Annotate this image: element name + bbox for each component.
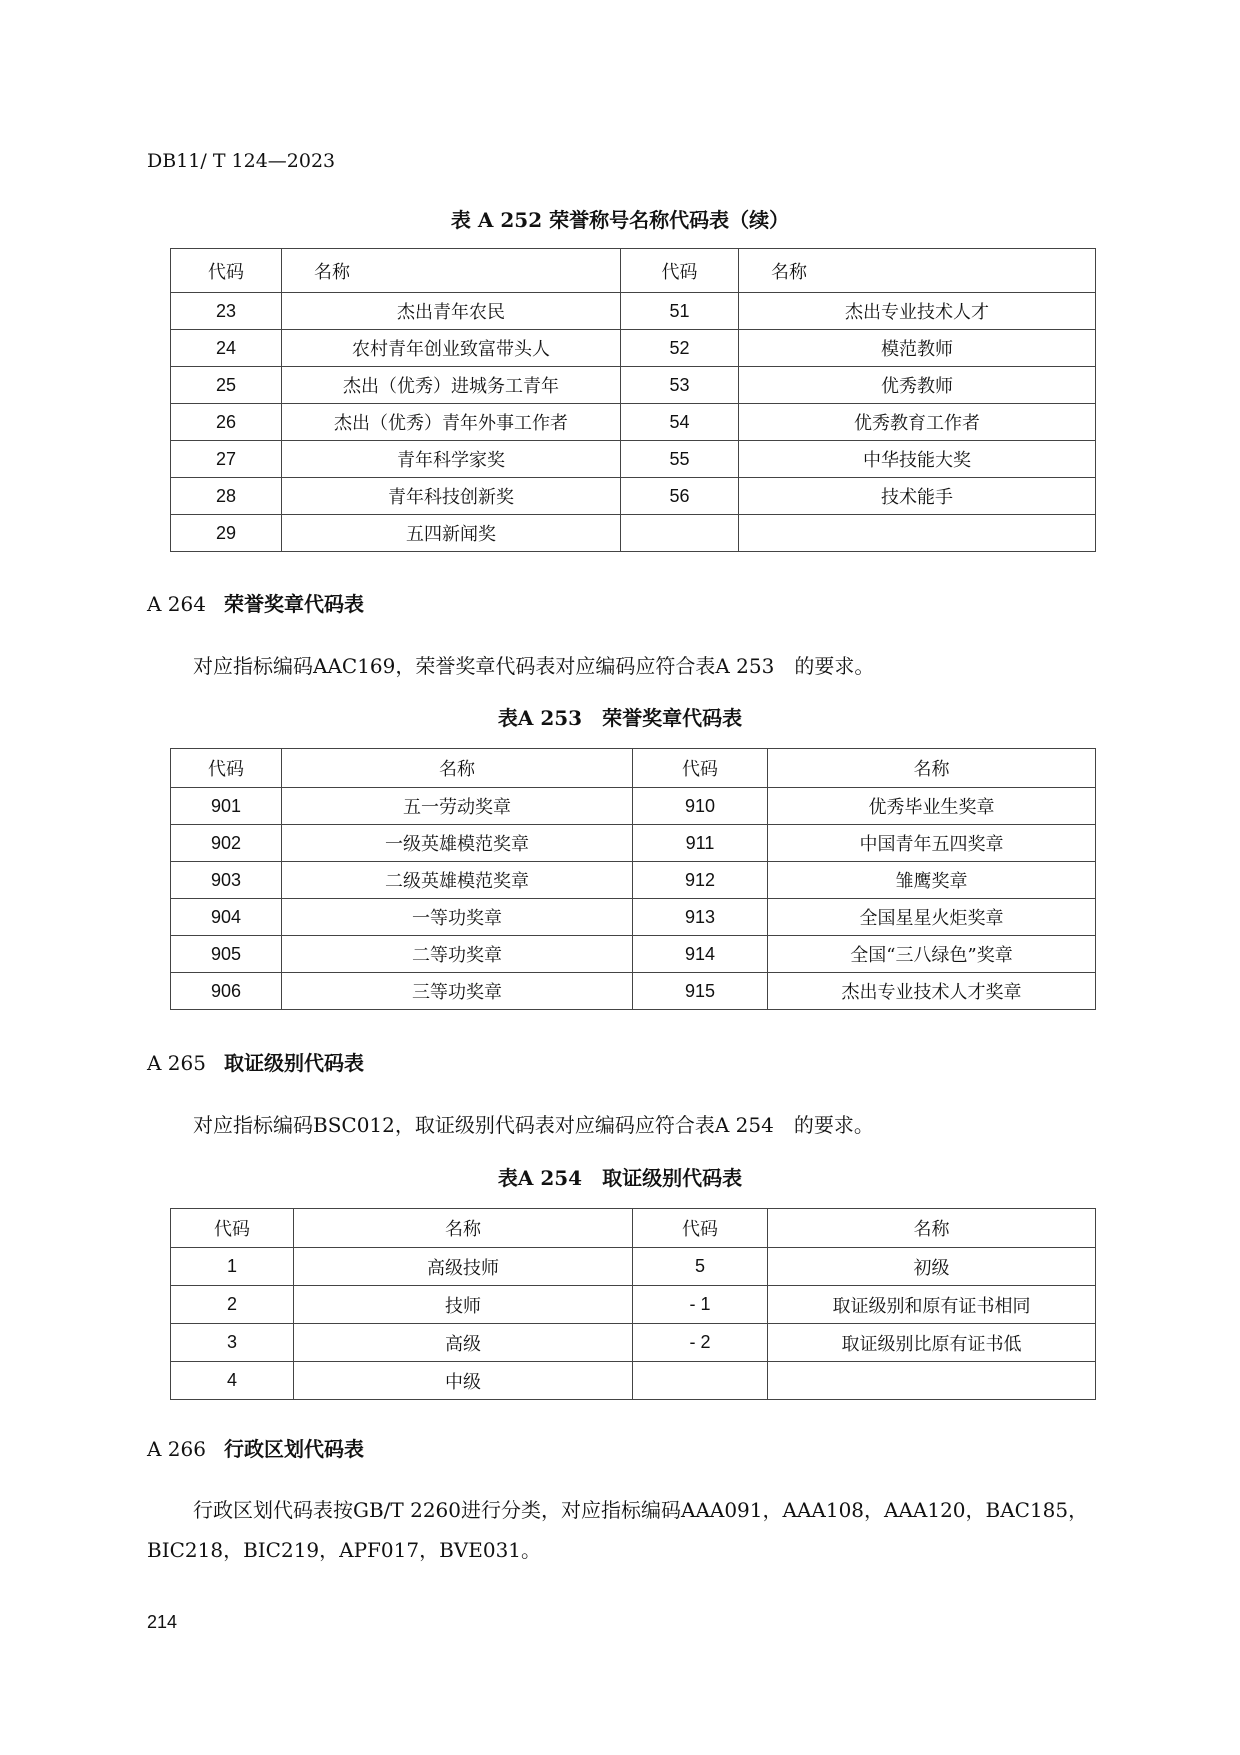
section-number: A 265 [147, 1051, 206, 1075]
table-row [171, 862, 1096, 899]
header-name: 名称 [768, 1209, 1096, 1248]
table-a253 [170, 748, 1096, 1010]
name-cell: 模范教师 [739, 330, 1096, 367]
code-cell: - 1 [633, 1286, 768, 1324]
code-cell: 28 [171, 478, 282, 515]
name-cell: 初级 [768, 1248, 1096, 1286]
code-cell: 25 [171, 367, 282, 404]
code-cell: 913 [633, 899, 768, 936]
name-cell: 雏鹰奖章 [768, 862, 1096, 899]
code-cell: 903 [171, 862, 282, 899]
header-name: 名称 [282, 749, 633, 788]
name-cell: 中国青年五四奖章 [768, 825, 1096, 862]
code-cell: 911 [633, 825, 768, 862]
name-cell: 农村青年创业致富带头人 [282, 330, 621, 367]
header-name: 名称 [739, 249, 1096, 293]
table-row [171, 293, 1096, 330]
name-cell: 青年科学家奖 [282, 441, 621, 478]
table-a254 [170, 1208, 1096, 1400]
header-name: 名称 [768, 749, 1096, 788]
header-code: 代码 [633, 1209, 768, 1248]
code-cell: 27 [171, 441, 282, 478]
table-row [171, 1286, 1096, 1324]
page-number: 214 [147, 1612, 178, 1632]
table-a253-caption: 表A 253 荣誉奖章代码表 [497, 706, 743, 730]
code-cell: 56 [621, 478, 739, 515]
name-cell: 杰出（优秀）青年外事工作者 [282, 404, 621, 441]
code-cell: 910 [633, 788, 768, 825]
name-cell: 取证级别比原有证书低 [768, 1324, 1096, 1362]
name-cell: 青年科技创新奖 [282, 478, 621, 515]
code-cell: - 2 [633, 1324, 768, 1362]
name-cell: 优秀教师 [739, 367, 1096, 404]
code-cell [633, 1362, 768, 1400]
section-number: A 264 [147, 592, 206, 616]
table-a252 [170, 248, 1096, 552]
name-cell: 全国星星火炬奖章 [768, 899, 1096, 936]
code-cell: 29 [171, 515, 282, 552]
code-cell: 24 [171, 330, 282, 367]
table-row [171, 441, 1096, 478]
table-row [171, 1324, 1096, 1362]
table-row [171, 330, 1096, 367]
table-header-row [171, 1209, 1096, 1248]
table-row [171, 936, 1096, 973]
header-name: 名称 [282, 249, 621, 293]
name-cell: 技师 [294, 1286, 633, 1324]
name-cell: 优秀教育工作者 [739, 404, 1096, 441]
name-cell: 杰出青年农民 [282, 293, 621, 330]
name-cell: 杰出（优秀）进城务工青年 [282, 367, 621, 404]
name-cell: 优秀毕业生奖章 [768, 788, 1096, 825]
name-cell [768, 1362, 1096, 1400]
code-cell: 3 [171, 1324, 294, 1362]
name-cell: 二级英雄模范奖章 [282, 862, 633, 899]
table-row [171, 478, 1096, 515]
section-heading-a266 [147, 1433, 364, 1462]
section-number: A 266 [147, 1437, 206, 1461]
header-code: 代码 [171, 1209, 294, 1248]
name-cell: 全国“三八绿色”奖章 [768, 936, 1096, 973]
code-cell: 915 [633, 973, 768, 1010]
code-cell: 901 [171, 788, 282, 825]
code-cell: 905 [171, 936, 282, 973]
code-cell: 904 [171, 899, 282, 936]
code-cell: 906 [171, 973, 282, 1010]
name-cell: 高级技师 [294, 1248, 633, 1286]
table-a252-caption: 表 A 252 荣誉称号名称代码表（续） [450, 208, 790, 232]
name-cell: 取证级别和原有证书相同 [768, 1286, 1096, 1324]
table-row [171, 825, 1096, 862]
code-cell: 5 [633, 1248, 768, 1286]
table-row [171, 367, 1096, 404]
name-cell: 五一劳动奖章 [282, 788, 633, 825]
table-row [171, 515, 1096, 552]
name-cell: 一等功奖章 [282, 899, 633, 936]
code-cell [621, 515, 739, 552]
name-cell: 高级 [294, 1324, 633, 1362]
code-cell: 902 [171, 825, 282, 862]
code-cell: 914 [633, 936, 768, 973]
code-cell: 4 [171, 1362, 294, 1400]
name-cell: 一级英雄模范奖章 [282, 825, 633, 862]
name-cell: 中华技能大奖 [739, 441, 1096, 478]
table-row [171, 899, 1096, 936]
code-cell: 23 [171, 293, 282, 330]
code-cell: 2 [171, 1286, 294, 1324]
document-code: DB11/ T 124—2023 [147, 150, 336, 172]
name-cell [739, 515, 1096, 552]
header-code: 代码 [171, 249, 282, 293]
code-cell: 912 [633, 862, 768, 899]
name-cell: 杰出专业技术人才奖章 [768, 973, 1096, 1010]
header-name: 名称 [294, 1209, 633, 1248]
paragraph-text: 对应指标编码AAC169，荣誉奖章代码表对应编码应符合表A 253 的要求。 [193, 654, 875, 678]
name-cell: 技术能手 [739, 478, 1096, 515]
paragraph-text: 行政区划代码表按GB/T 2260进行分类，对应指标编码AAA091，AAA108，AAA120，BAC185，BIC218，BIC219，APF017，BVE031。 [147, 1498, 1089, 1562]
table-header-row [171, 249, 1096, 293]
table-a254-caption: 表A 254 取证级别代码表 [497, 1166, 743, 1190]
code-cell: 1 [171, 1248, 294, 1286]
table-header-row [171, 749, 1096, 788]
header-code: 代码 [621, 249, 739, 293]
section-title: 荣誉奖章代码表 [223, 592, 364, 616]
section-heading-a264 [147, 588, 364, 617]
code-cell: 53 [621, 367, 739, 404]
section-heading-a265 [147, 1047, 364, 1076]
table-row [171, 973, 1096, 1010]
code-cell: 52 [621, 330, 739, 367]
code-cell: 26 [171, 404, 282, 441]
table-row [171, 1362, 1096, 1400]
name-cell: 杰出专业技术人才 [739, 293, 1096, 330]
table-row [171, 788, 1096, 825]
code-cell: 55 [621, 441, 739, 478]
paragraph-a265 [147, 1105, 1107, 1145]
name-cell: 二等功奖章 [282, 936, 633, 973]
paragraph-a264 [147, 646, 1107, 686]
name-cell: 中级 [294, 1362, 633, 1400]
section-title: 取证级别代码表 [223, 1051, 364, 1075]
code-cell: 51 [621, 293, 739, 330]
header-code: 代码 [171, 749, 282, 788]
paragraph-a266 [147, 1490, 1107, 1570]
table-row [171, 404, 1096, 441]
section-title: 行政区划代码表 [223, 1437, 364, 1461]
paragraph-text: 对应指标编码BSC012，取证级别代码表对应编码应符合表A 254 的要求。 [193, 1113, 874, 1137]
table-row [171, 1248, 1096, 1286]
header-code: 代码 [633, 749, 768, 788]
name-cell: 五四新闻奖 [282, 515, 621, 552]
name-cell: 三等功奖章 [282, 973, 633, 1010]
code-cell: 54 [621, 404, 739, 441]
